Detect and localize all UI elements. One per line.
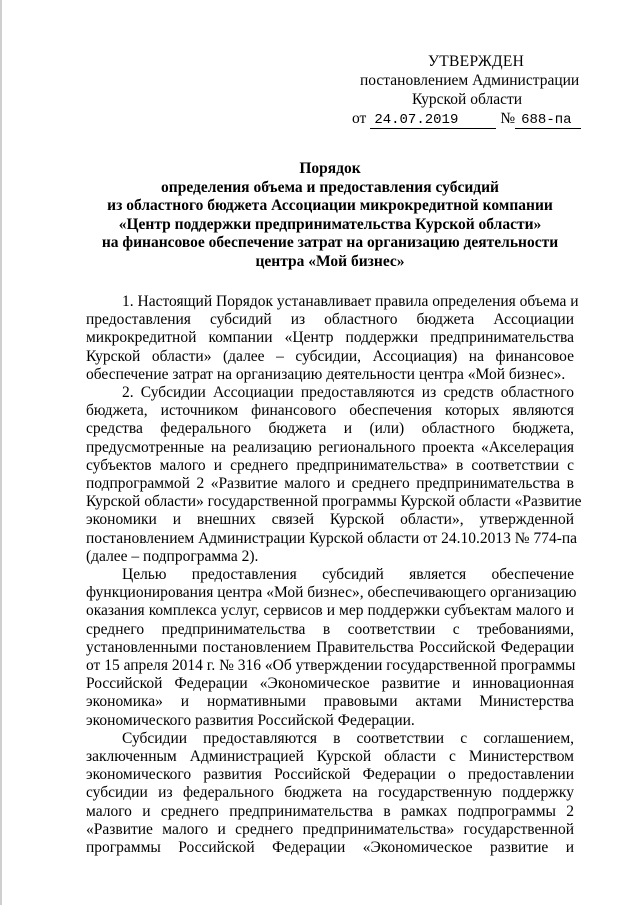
date-prefix: от [352, 110, 367, 127]
text-line: предусмотренные на реализацию регионального проекта «Акселерация [86, 438, 574, 456]
approval-date: 24.07.2019 [370, 113, 496, 129]
paragraph-2 [86, 384, 582, 566]
heading-line: центра «Мой бизнес» [255, 252, 405, 270]
approval-title: УТВЕРЖДЕН [428, 53, 525, 70]
text-line: субсидии из федерального бюджета на государственную поддержку [86, 784, 574, 802]
approval-line-1: постановлением Администрации [360, 72, 580, 89]
text-line: предоставления субсидий из областного бюджета Ассоциации [86, 311, 574, 329]
approval-line-2: Курской области [412, 91, 523, 108]
heading-line: на финансовое обеспечение затрат на организацию деятельности [101, 234, 559, 251]
text-line: экономика» и нормативными правовыми актами Министерства [86, 693, 574, 711]
text-line: заключенным Администрацией Курской области с Министерством [86, 748, 574, 766]
text-line: оказания комплекса услуг, сервисов и мер поддержки субъектам малого и [86, 602, 574, 620]
text-line: Субсидии предоставляются в соответствии с соглашением, [122, 729, 574, 747]
heading-line: «Центр поддержки предпринимательства Курской области» [118, 215, 542, 233]
heading-line: из областного бюджета Ассоциации микрокредитной компании [107, 197, 553, 214]
scan-edge [0, 0, 2, 905]
text-line: субъектов малого и среднего предпринимательства» в соответствии с [86, 456, 574, 474]
text-line: «Развитие малого и среднего предпринимательства» государственной [86, 820, 574, 838]
approval-stamp [352, 52, 588, 129]
text-line: функционирования центра «Мой бизнес», обеспечивающего организацию [86, 584, 577, 602]
number-sign: № [500, 110, 516, 127]
paragraph-4 [86, 730, 574, 857]
text-line: программы Российской Федерации «Экономическое развитие и [86, 839, 574, 857]
approval-number: 688-па [515, 113, 581, 129]
text-line: установленными постановлением Правительства Российской Федерации [86, 638, 574, 656]
text-line: экономического развития Российской Федерации. [86, 711, 415, 729]
text-line: микрокредитной компании «Центр поддержки предпринимательства [86, 329, 574, 347]
text-line: бюджета, источником финансового обеспечения которых являются [86, 402, 574, 420]
text-line: Курской области» государственной программы Курской области «Развитие [86, 493, 582, 511]
text-line: постановлением Администрации Курской области от 24.10.2013 № 774-па [86, 529, 578, 547]
text-line: обеспечение затрат на организацию деятельности центра «Мой бизнес». [86, 365, 566, 383]
text-line: подпрограммой 2 «Развитие малого и среднего предпринимательства в [86, 475, 574, 493]
text-line: от 15 апреля 2014 г. № 316 «Об утверждении государственной программы [86, 657, 576, 675]
text-line: средства федерального бюджета и (или) областного бюджета, [86, 420, 574, 438]
text-line: 1. Настоящий Порядок устанавливает правила определения объема и [122, 293, 579, 310]
approval-date-line [352, 109, 588, 129]
text-line: (далее – подпрограмма 2). [86, 547, 259, 565]
paragraph-3 [86, 566, 577, 730]
heading-line: Порядок [299, 160, 361, 177]
text-line: Курской области» (далее – субсидии, Ассоциация) на финансовое [86, 347, 574, 365]
document-heading [80, 160, 580, 271]
text-line: экономики и внешних связей Курской области», утвержденной [86, 511, 574, 529]
text-line: экономического развития Российской Федерации о предоставлении [86, 766, 574, 784]
text-line: Российской Федерации «Экономическое развитие и инновационная [86, 675, 574, 693]
text-line: малого и среднего предпринимательства в рамках подпрограммы 2 [86, 802, 574, 820]
paragraph-1 [86, 293, 579, 384]
heading-line: определения объема и предоставления субсидий [161, 178, 499, 196]
document-body [86, 293, 582, 857]
text-line: среднего предпринимательства в соответствии с требованиями, [86, 620, 574, 638]
text-line: Целью предоставления субсидий является обеспечение [122, 566, 574, 584]
text-line: 2. Субсидии Ассоциации предоставляются из средств областного [122, 384, 574, 402]
